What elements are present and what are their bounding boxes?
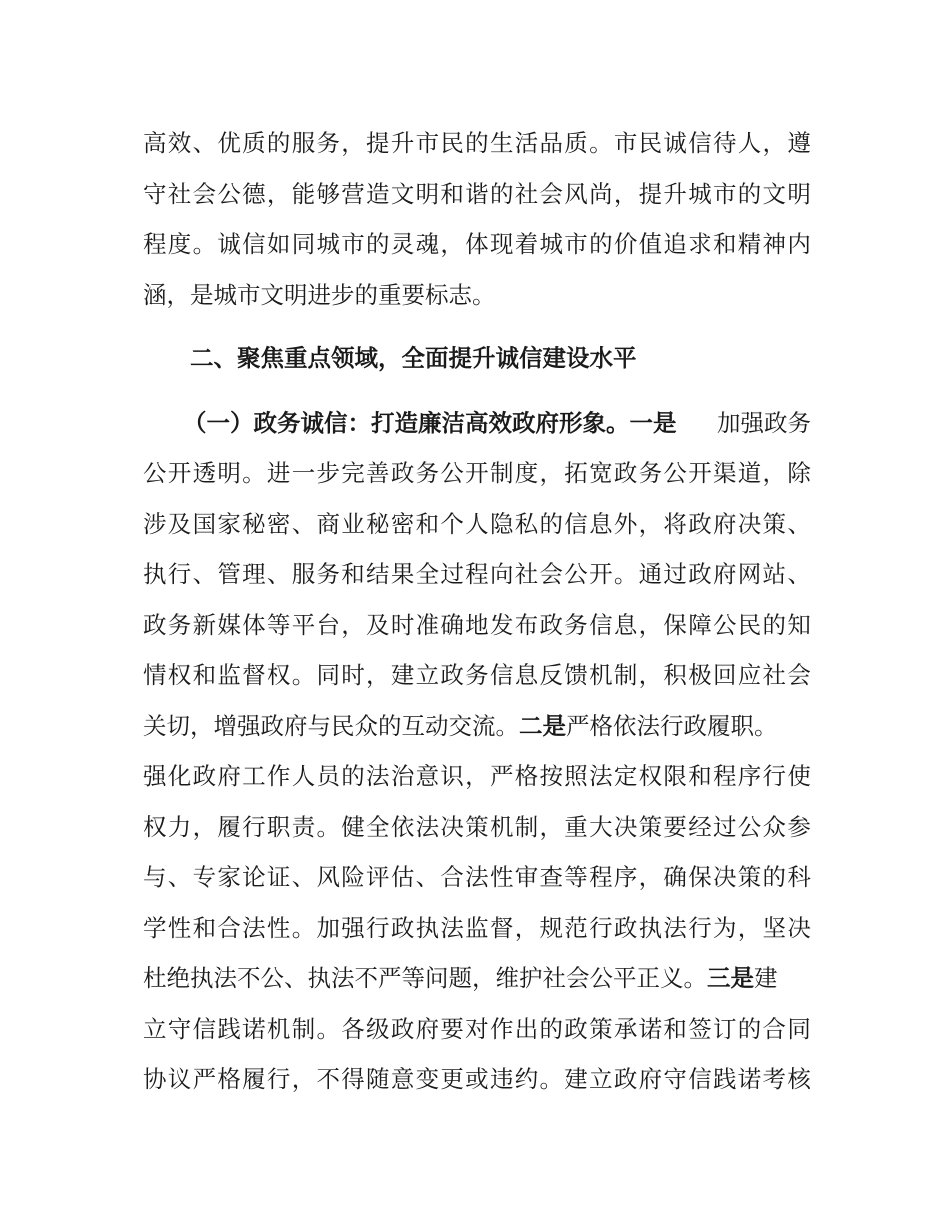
paragraph-line: 涉 及 国 家 秘 密 、 商 业 秘 密 和 个 人 隐 私 的 信 息 外 ， 将 政 府 决 策 、: [143, 509, 811, 538]
paragraph-text: 严格依法行政履职。: [566, 711, 778, 740]
paragraph-text: 杜绝执法不公、执法不严等问题，维护社会公平正义。: [143, 964, 707, 992]
paragraph-first-line: [143, 398, 811, 449]
paragraph-line: [143, 701, 811, 752]
paragraph-line: 强 化 政 府 工 作 人 员 的 法 治 意 识 ， 严 格 按 照 法 定 权 限 和 程 序 行 使: [143, 762, 811, 790]
paragraph-line: 协 议 严 格 履 行 ， 不 得 随 意 变 更 或 违 约 。 建 立 政 府 守 信 践 诺 考 核: [143, 1065, 811, 1093]
section-heading: 二、聚焦重点领域，全面提升诚信建设水平: [190, 344, 637, 372]
paragraph-line: 程 度 。 诚 信 如 同 城 市 的 灵 魂 ， 体 现 着 城 市 的 价 值 追 求 和 精 神 内: [143, 230, 811, 258]
paragraph-line: 守 社 会 公 德 ， 能 够 营 造 文 明 和 谐 的 社 会 风 尚 ， 提 升 城 市 的 文 明: [143, 179, 811, 208]
paragraph-text: 加强政务: [717, 408, 811, 437]
emphasis-text: 二是: [519, 711, 566, 740]
paragraph-line: 高 效 、 优 质 的 服 务 ， 提 升 市 民 的 生 活 品 质 。 市 民 诚 信 待 人 ， 遵: [143, 129, 811, 157]
paragraph-line: 立 守 信 践 诺 机 制 。 各 级 政 府 要 对 作 出 的 政 策 承 诺 和 签 订 的 合 同: [143, 1014, 811, 1043]
paragraph-line: 执 行 、 管 理 、 服 务 和 结 果 全 过 程 向 社 会 公 开 。 通 过 政 府 网 站 、: [143, 560, 811, 588]
paragraph-line: 权 力 ， 履 行 职 责 。 健 全 依 法 决 策 机 制 ， 重 大 决 策 要 经 过 公 众 参: [143, 812, 811, 841]
paragraph-line: 与 、 专 家 论 证 、 风 险 评 估 、 合 法 性 审 查 等 程 序 ， 确 保 决 策 的 科: [143, 863, 811, 891]
paragraph-text: 关切，增强政府与民众的互动交流。: [143, 711, 519, 740]
paragraph-line: 情 权 和 监 督 权 。 同 时 ， 建 立 政 务 信 息 反 馈 机 制 ， 积 极 回 应 社 会: [143, 661, 811, 689]
paragraph-text: 建: [754, 964, 778, 992]
paragraph-line: 政 务 新 媒 体 等 平 台 ， 及 时 准 确 地 发 布 政 务 信 息 ， 保 障 公 民 的 知: [143, 610, 811, 639]
document-page: [143, 118, 811, 1105]
emphasis-text: 三是: [707, 964, 754, 992]
paragraph-line: [143, 953, 811, 1004]
paragraph-line: 学 性 和 合 法 性 。 加 强 行 政 执 法 监 督 ， 规 范 行 政 执 法 行 为 ， 坚 决: [143, 913, 811, 942]
paragraph-line: 公 开 透 明 。 进 一 步 完 善 政 务 公 开 制 度 ， 拓 宽 政 务 公 开 渠 道 ， 除: [143, 459, 811, 487]
paragraph-line: 涵，是城市文明进步的重要标志。: [143, 280, 496, 309]
subsection-heading: （一）政务诚信：打造廉洁高效政府形象。一是: [183, 408, 677, 437]
